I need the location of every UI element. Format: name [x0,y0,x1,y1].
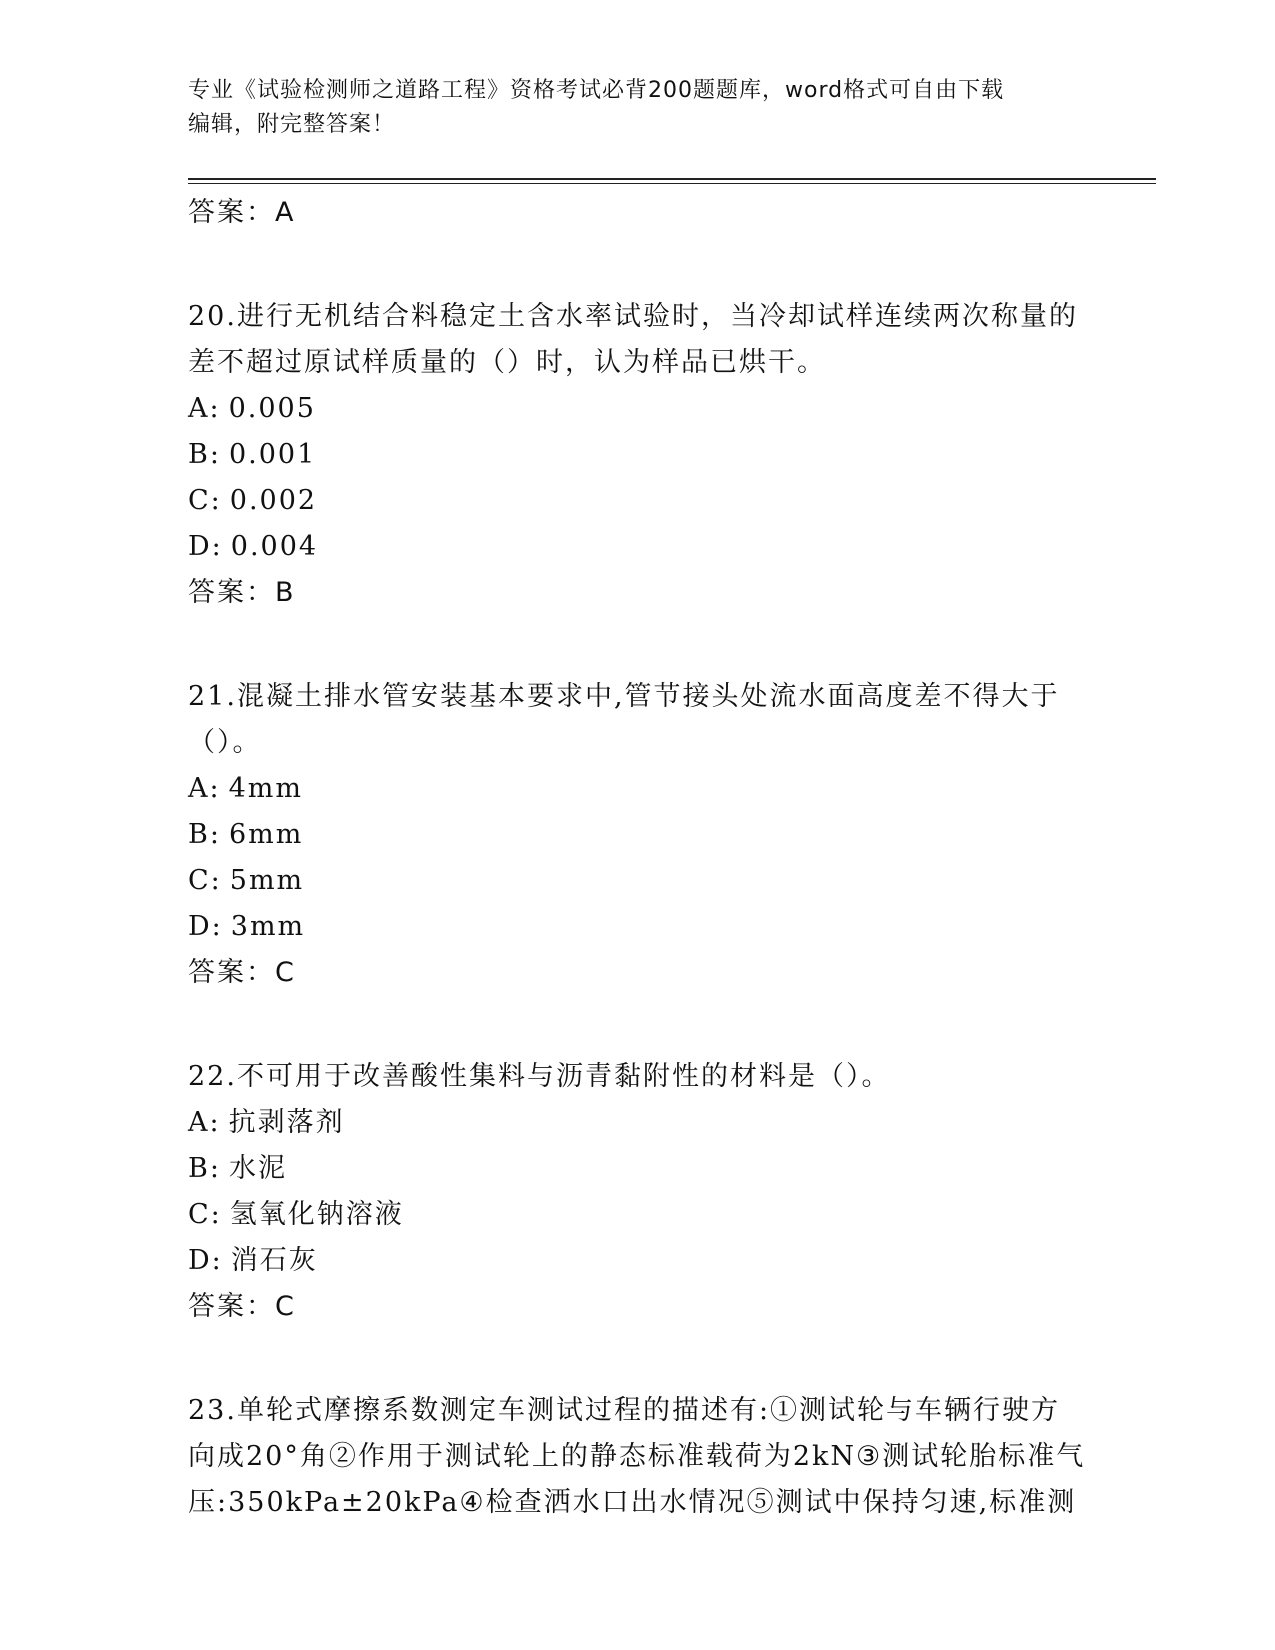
question-block-20 [188,294,1088,616]
option-text: 水泥 [228,1153,287,1184]
option-separator: : [209,393,221,424]
question-block-22 [188,1054,1088,1330]
answer-20: 答案：B [188,577,296,608]
header-line-1: 专业《试验检测师之道路工程》资格考试必背200题题库，word格式可自由下载 [188,78,1005,103]
option-separator: : [209,439,221,470]
option-separator: : [211,1245,223,1276]
answer-19: 答案：A [188,197,296,228]
option-letter: D [188,1245,212,1276]
option-text: 4mm [228,773,303,804]
header-line-2: 编辑，附完整答案！ [188,112,396,137]
document-header [188,74,1088,142]
option-text: 0.002 [229,485,318,516]
option-separator: : [211,531,223,562]
option-letter: A [188,773,210,804]
option-separator: : [209,1107,221,1138]
option-separator: : [210,485,222,516]
option-separator: : [209,1153,221,1184]
option-letter: A [188,1107,210,1138]
question-22-text: 22.不可用于改善酸性集料与沥青黏附性的材料是（）。 [188,1061,891,1092]
question-22-option-c [188,1192,1088,1238]
question-21-text: 21.混凝土排水管安装基本要求中,管节接头处流水面高度差不得大于（）。 [188,681,1060,758]
answer-22: 答案：C [188,1291,296,1322]
option-text: 3mm [230,911,306,942]
question-list [188,190,1088,1526]
answer-21: 答案：C [188,957,296,988]
option-letter: B [188,1153,210,1184]
question-23-text: 23.单轮式摩擦系数测定车测试过程的描述有:①测试轮与车辆行驶方向成20°角②作用于测试轮上的静态标准载荷为2kN③测试轮胎标准气压:350kPa±20kPa④检查洒水口出水情况⑤测试中保持匀速,标准测 [188,1395,1086,1518]
question-20-option-b [188,432,1088,478]
option-text: 6mm [228,819,304,850]
option-separator: : [209,819,221,850]
question-22-option-d [188,1238,1088,1284]
header-rule-thin [188,183,1156,184]
question-21-option-c [188,858,1088,904]
question-20-option-c [188,478,1088,524]
option-letter: B [188,819,210,850]
option-text: 0.004 [230,531,319,562]
option-text: 0.001 [228,439,317,470]
option-letter: C [188,485,211,516]
option-letter: D [188,531,212,562]
question-20-option-a [188,386,1088,432]
question-20-option-d [188,524,1088,570]
option-text: 消石灰 [230,1245,318,1276]
question-block-21 [188,674,1088,996]
option-letter: D [188,911,212,942]
option-text: 5mm [229,865,305,896]
option-letter: B [188,439,210,470]
question-21-option-b [188,812,1088,858]
header-rule-thick [188,178,1156,180]
question-block-23 [188,1388,1088,1526]
option-separator: : [211,911,223,942]
question-22-option-a [188,1100,1088,1146]
option-separator: : [210,865,222,896]
option-letter: C [188,1199,211,1230]
question-22-option-b [188,1146,1088,1192]
option-separator: : [209,773,221,804]
question-21-option-d [188,904,1088,950]
question-21-option-a [188,766,1088,812]
option-separator: : [210,1199,222,1230]
option-letter: A [188,393,210,424]
option-letter: C [188,865,211,896]
option-text: 抗剥落剂 [228,1107,345,1138]
option-text: 氢氧化钠溶液 [229,1199,404,1230]
question-20-text: 20.进行无机结合料稳定土含水率试验时，当冷却试样连续两次称量的差不超过原试样质量的（）时，认为样品已烘干。 [188,301,1078,378]
option-text: 0.005 [228,393,316,424]
